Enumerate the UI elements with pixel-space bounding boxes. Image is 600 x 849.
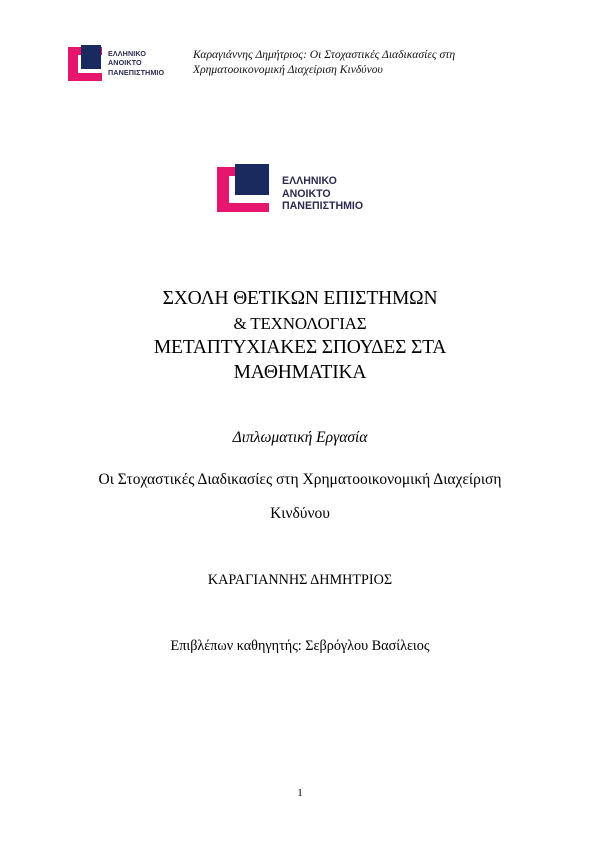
header-logo-line2: ΑΝΟΙΚΤΟ	[108, 58, 142, 68]
running-header-line1: Καραγιάννης Δημήτριος: Οι Στοχαστικές Διαδικασίες στη	[193, 48, 456, 61]
author-name: ΚΑΡΑΓΙΑΝΝΗΣ ΔΗΜΗΤΡΙΟΣ	[207, 572, 393, 588]
running-header-line2: Χρηματοοικονομική Διαχείριση Κινδύνου	[193, 62, 383, 76]
main-logo-line2: ΑΝΟΙΚΤΟ	[282, 187, 331, 200]
thesis-title	[40, 463, 560, 531]
program-title-line2: ΜΑΘΗΜΑΤΙΚΑ	[233, 362, 367, 383]
document-type: Διπλωματική Εργασία	[232, 429, 368, 446]
main-logo-line3: ΠΑΝΕΠΙΣΤΗΜΙΟ	[282, 200, 364, 213]
main-logo-text	[282, 175, 363, 213]
school-title-line2: & ΤΕΧΝΟΛΟΓΙΑΣ	[233, 314, 367, 333]
program-title-line1: ΜΕΤΑΠΤΥΧΙΑΚΕΣ ΣΠΟΥΔΕΣ ΣΤΑ	[153, 337, 447, 358]
header-logo	[68, 43, 186, 83]
header-logo-line3: ΠΑΝΕΠΙΣΤΗΜΙΟ	[108, 67, 165, 77]
thesis-title-line2: Κινδύνου	[270, 505, 330, 522]
university-logo-mark	[68, 43, 108, 83]
page-number: 1	[297, 787, 303, 799]
school-title-line1: ΣΧΟΛΗ ΘΕΤΙΚΩΝ ΕΠΙΣΤΗΜΩΝ	[162, 288, 438, 309]
supervisor: Επιβλέπων καθηγητής: Σεβρόγλου Βασίλειος	[170, 638, 430, 654]
thesis-title-line1: Οι Στοχαστικές Διαδικασίες στη Χρηματοοικονομική Διαχείριση	[98, 471, 502, 488]
main-logo	[217, 164, 397, 214]
header-logo-line1: ΕΛΛΗΝΙΚΟ	[108, 49, 147, 58]
main-logo-line1: ΕΛΛΗΝΙΚΟ	[282, 175, 337, 187]
header-logo-text	[108, 49, 164, 77]
main-logo-mark	[217, 164, 279, 214]
running-header	[193, 48, 543, 77]
